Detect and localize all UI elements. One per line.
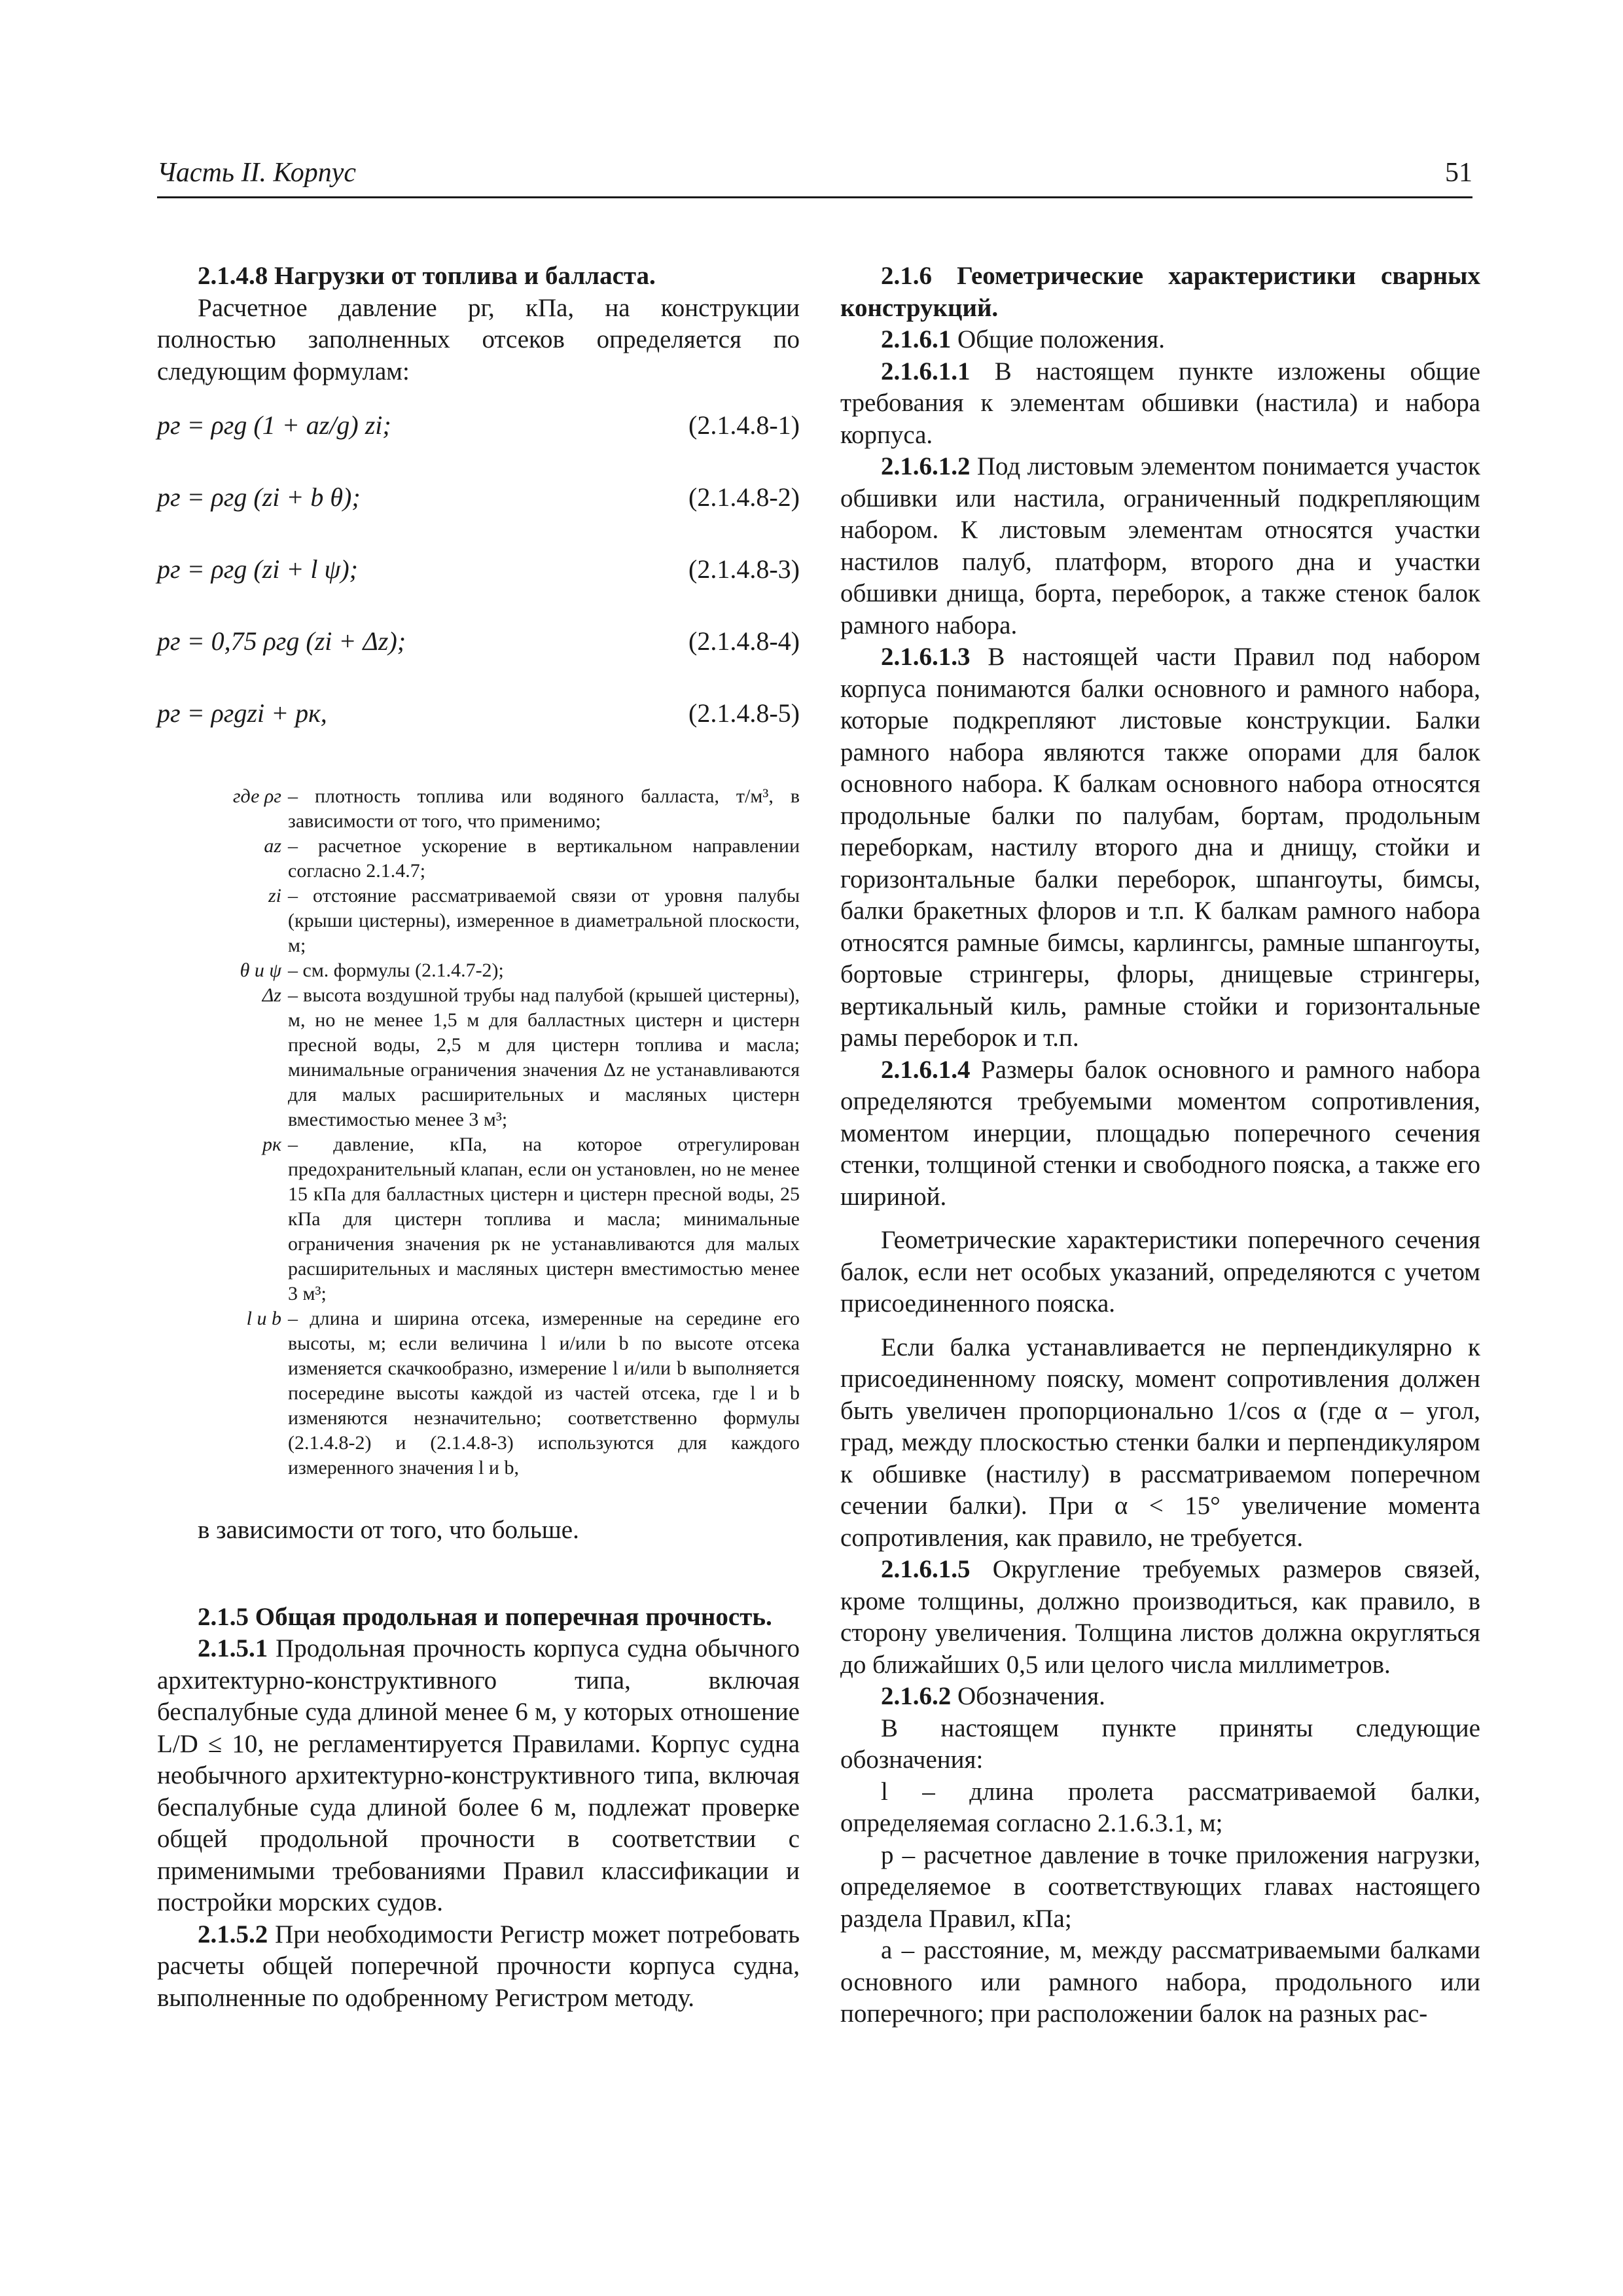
legend-term: zi [268, 885, 281, 906]
section-2-1-4-8-intro: Расчетное давление pг, кПа, на конструкции полностью заполненных отсеков определяется по следующим формулам: [157, 293, 800, 386]
paragraph-2-1-6-1-3 [840, 641, 1480, 1054]
legend-definition: – расчетное ускорение в вертикальном направлении согласно 2.1.4.7; [288, 835, 800, 882]
legend-term: где ρг [232, 785, 281, 807]
definition-a: a – расстояние, м, между рассматриваемыми балками основного или рамного набора, продольного или поперечного; при расположении балок на разных рас- [840, 1936, 1480, 2028]
clause-number: 2.1.6.1.5 [881, 1555, 971, 1583]
paragraph-2-1-6-2 [840, 1681, 1480, 1713]
clause-number: 2.1.6.2 [881, 1682, 952, 1710]
definition-p: p – расчетное давление в точке приложения нагрузки, определяемое в соответствующих главах настоящего раздела Правил, кПа; [840, 1840, 1480, 1933]
legend-item [157, 983, 800, 1132]
paragraph-2-1-5-2 [157, 1919, 800, 2015]
clause-text: В настоящей части Правил под набором корпуса понимаются балки основного и рамного набора, которые подкрепляют листовые конструкции. Балки рамного набора являются также опорами для балок основного набора. К балкам основного набора относятся продольные балки по палубам, бортам, продольным переборкам, настилу второго дна и днищу, стойки и горизонтальные балки переборок, шпангоуты, бимсы, балки бракетных флоров и т.п. К балкам рамного набора относятся рамные бимсы, карлингсы, рамные шпангоуты, бортовые стрингеры, флоры, днищевые стрингеры, вертикальный киль, рамные стойки и горизонтальные рамы переборок и т.п. [840, 643, 1480, 1052]
clause-text: В настоящем пункте изложены общие требования к элементам обшивки (настила) и набора корпуса. [840, 357, 1480, 449]
paragraph-2-1-6-1 [840, 324, 1480, 356]
legend-term: Δz [262, 984, 281, 1006]
paragraph-notation: В настоящем пункте приняты следующие обозначения: [840, 1713, 1480, 1774]
legend-term: pк [262, 1134, 281, 1155]
formula-5-expr: pг = ρгgzi + pк, [157, 698, 327, 728]
clause-number: 2.1.5.1 [198, 1634, 268, 1662]
page-header [157, 156, 1472, 198]
legend-item [157, 784, 800, 834]
paragraph-2-1-6-1-2 [840, 451, 1480, 641]
formula-1-expr: pг = ρгg (1 + az/g) zi; [157, 410, 391, 440]
formula-3 [157, 554, 800, 626]
paragraph-beam-angle: Если балка устанавливается не перпендикулярно к присоединенному пояску, момент сопротивления должен быть увеличен пропорционально 1/cos α (где α – угол, град, между плоскостью стенки балки и перпендикуляром к обшивке (настилу) в рассматриваемом поперечном сечении балки). При α < 15° увеличение момента сопротивления, как правило, не требуется. [840, 1333, 1480, 1552]
formula-4-expr: pг = 0,75 ρгg (zi + Δz); [157, 626, 406, 656]
legend-item [157, 1132, 800, 1306]
legend-definition: – высота воздушной трубы над палубой (крышей цистерны), м, но не менее 1,5 м для балластных цистерн и цистерн пресной воды, 2,5 м для цистерн топлива и масла; минимальные ограничения значения Δz не устанавливаются для малых расширительных и масляных цистерн вместимостью менее 3 м³; [288, 984, 800, 1130]
legend-definition: – давление, кПа, на которое отрегулирован предохранительный клапан, если он установлен, но не менее 15 кПа для балластных цистерн и цистерн пресной воды, 25 кПа для цистерн топлива и масла; минимальные ограничения значения pк не устанавливаются для малых расширительных и масляных цистерн вместимостью менее 3 м³; [288, 1134, 800, 1304]
clause-text: При необходимости Регистр может потребовать расчеты общей поперечной прочности корпуса судна, выполненные по одобренному Регистром методу. [157, 1920, 800, 2012]
running-title: Часть II. Корпус [157, 158, 357, 188]
formula-2-number: (2.1.4.8-2) [688, 482, 800, 512]
clause-number: 2.1.6.1.3 [881, 643, 971, 671]
paragraph-2-1-6-1-4 [840, 1054, 1480, 1213]
clause-number: 2.1.6.1.4 [881, 1055, 971, 1084]
clause-text: Продольная прочность корпуса судна обычного архитектурно-конструктивного типа, включая беспалубные суда длиной менее 6 м, у которых отношение L/D ≤ 10, не регламентируется Правилами. Корпус судна необычного архитектурно-конструктивного типа, включая беспалубные суда длиной более 6 м, подлежат проверке общей продольной прочности в соответствии с применимыми требованиями Правил классификации и постройки морских судов. [157, 1634, 800, 1916]
formula-3-expr: pг = ρгg (zi + l ψ); [157, 554, 358, 584]
legend-definition: – длина и ширина отсека, измеренные на середине его высоты, м; если величина l и/или b по высоте отсека изменяется скачкообразно, измерение l и/или b выполняется посередине высоты каждой из частей отсека, где l и b изменяются незначительно; соответственно формулы (2.1.4.8-2) и (2.1.4.8-3) используются для каждого измеренного значения l и b, [288, 1308, 800, 1479]
formula-1 [157, 410, 800, 482]
clause-text: Общие положения. [957, 325, 1165, 353]
paragraph-2-1-6-1-5 [840, 1554, 1480, 1681]
clause-text: Под листовым элементом понимается участок обшивки или настила, ограниченный подкрепляющим набором. К листовым элементам относятся участки настилов палуб, платформ, второго дна и участки обшивки днища, борта, переборок, а также стенок балок рамного набора. [840, 452, 1480, 639]
clause-number: 2.1.5.2 [198, 1920, 268, 1948]
right-column [840, 260, 1480, 2030]
clause-number: 2.1.6.1.1 [881, 357, 971, 386]
legend-item [157, 958, 800, 983]
section-2-1-6-title: 2.1.6 Геометрические характеристики сварных конструкций. [840, 262, 1480, 322]
formula-1-number: (2.1.4.8-1) [688, 410, 800, 440]
formula-4-number: (2.1.4.8-4) [688, 626, 800, 656]
legend-item [157, 1306, 800, 1480]
legend-item [157, 834, 800, 884]
legend-item [157, 884, 800, 958]
section-2-1-5-title: 2.1.5 Общая продольная и поперечная прочность. [198, 1602, 772, 1631]
legend-term: l и b [246, 1308, 281, 1329]
left-column [157, 260, 800, 2014]
clause-number: 2.1.6.1 [881, 325, 952, 353]
formula-4 [157, 626, 800, 698]
clause-number: 2.1.6.1.2 [881, 452, 971, 480]
formula-3-number: (2.1.4.8-3) [688, 554, 800, 584]
formula-2 [157, 482, 800, 554]
clause-text: Размеры балок основного и рамного набора определяются требуемыми моментом сопротивления, моментом инерции, площадью поперечного сечения стенки, толщиной стенки и свободного пояска, а также его шириной. [840, 1055, 1481, 1211]
legend-definition: – отстояние рассматриваемой связи от уровня палубы (крыши цистерны), измеренное в диаметральной плоскости, м; [288, 885, 800, 956]
formula-5-number: (2.1.4.8-5) [688, 698, 800, 728]
formula-legend [157, 784, 800, 1480]
legend-conclusion: в зависимости от того, что больше. [198, 1516, 579, 1544]
formula-5 [157, 698, 800, 770]
paragraph-2-1-5-1 [157, 1633, 800, 1919]
legend-definition: – см. формулы (2.1.4.7-2); [288, 960, 504, 981]
legend-term: az [264, 835, 281, 857]
section-2-1-4-8-title: 2.1.4.8 Нагрузки от топлива и балласта. [198, 262, 656, 290]
clause-text: Обозначения. [957, 1682, 1105, 1710]
legend-term: θ и ψ [240, 960, 281, 981]
definition-l: l – длина пролета рассматриваемой балки, определяемая согласно 2.1.6.3.1, м; [840, 1777, 1480, 1837]
paragraph-geometry: Геометрические характеристики поперечного сечения балок, если нет особых указаний, определяются с учетом присоединенного пояска. [840, 1226, 1480, 1318]
legend-definition: – плотность топлива или водяного балласта, т/м³, в зависимости от того, что применимо; [288, 785, 800, 832]
paragraph-2-1-6-1-1 [840, 356, 1480, 452]
formula-2-expr: pг = ρгg (zi + b θ); [157, 482, 361, 512]
page-number: 51 [1445, 158, 1472, 188]
clause-text: Округление требуемых размеров связей, кроме толщины, должно производиться, как правило, в сторону увеличения. Толщина листов должна округляться до ближайших 0,5 или целого числа миллиметров. [840, 1555, 1481, 1679]
